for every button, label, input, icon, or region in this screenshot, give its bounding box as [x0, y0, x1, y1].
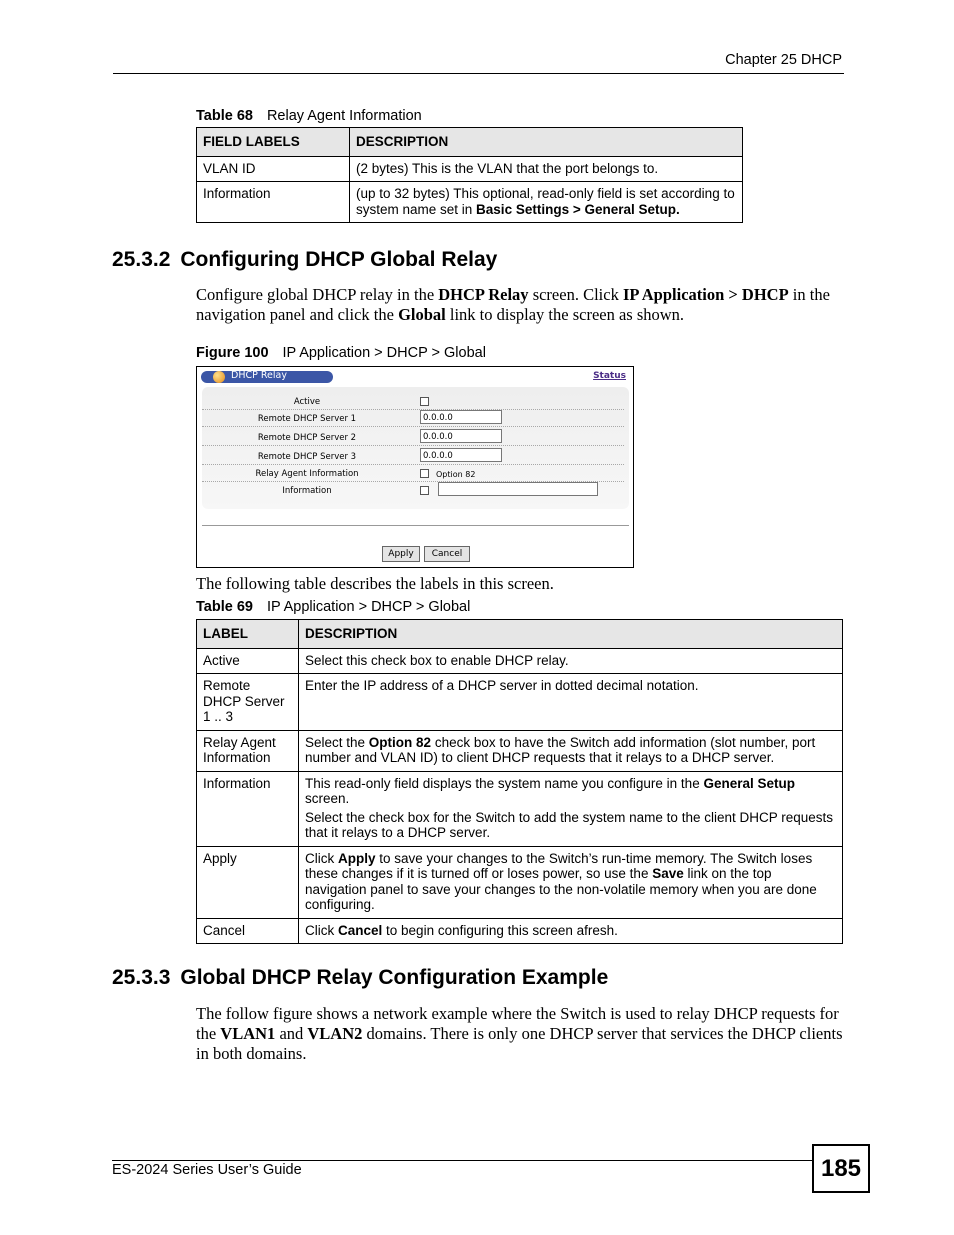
row-label: Cancel	[197, 918, 299, 944]
description-text: (up to 32 bytes) This optional, read-only field is set according to system name set in	[356, 186, 735, 217]
row-description: Enter the IP address of a DHCP server in dotted decimal notation.	[299, 674, 843, 731]
bold-run: Cancel	[338, 922, 383, 938]
figure-100-caption	[196, 345, 486, 361]
text-run: Click	[305, 922, 338, 938]
section-number: 25.3.3	[112, 966, 171, 989]
description-paragraph: Select the check box for the Switch to add the system name to the client DHCP requests that it relays to a DHCP server.	[305, 809, 834, 840]
table-header-row	[197, 128, 743, 157]
screen-title: DHCP Relay	[231, 370, 287, 381]
text-run: Click	[305, 850, 338, 866]
screen-title-bar	[201, 371, 333, 383]
information-checkbox[interactable]	[420, 486, 429, 495]
table-row	[197, 182, 743, 223]
bold-run: General Setup	[703, 775, 795, 791]
table-69-intro: The following table describes the labels in this screen.	[196, 574, 554, 593]
server-3-label: Remote DHCP Server 3	[257, 452, 357, 462]
table-69-caption	[196, 599, 470, 615]
field-description: (2 bytes) This is the VLAN that the port belongs to.	[350, 156, 743, 182]
footer-guide-title: ES-2024 Series User’s Guide	[112, 1162, 302, 1178]
caption-title: Relay Agent Information	[266, 108, 422, 124]
figure-100-screenshot	[196, 366, 634, 568]
bold-run: DHCP Relay	[438, 285, 529, 304]
server-1-label: Remote DHCP Server 1	[257, 414, 357, 424]
section-heading-25-3-3	[112, 966, 608, 990]
text-run: to save your changes to the Switch’s run-time memory. The Switch loses these changes if it is turned off or loses power, so use the	[305, 850, 813, 881]
caption-title: IP Application > DHCP > Global	[266, 599, 471, 615]
caption-label: Table 69	[196, 599, 253, 615]
bold-run: VLAN1	[220, 1024, 276, 1043]
status-link[interactable]: Status	[593, 371, 626, 381]
section-paragraph	[196, 1004, 844, 1064]
field-description	[350, 182, 743, 223]
column-header: LABEL	[197, 620, 299, 649]
description-paragraph	[305, 776, 836, 807]
row-description	[299, 918, 843, 944]
text-run: in the navigation panel and click the	[196, 285, 830, 324]
caption-label: Table 68	[196, 108, 253, 124]
text-run: check box to have the Switch add information (slot number, port number and VLAN ID) to client DHCP requests that it relays to a DHCP server.	[305, 734, 816, 765]
header-rule	[113, 73, 844, 74]
footer-rule	[112, 1160, 812, 1161]
table-row	[197, 846, 843, 918]
row-description	[299, 771, 843, 846]
information-label: Information	[282, 486, 332, 496]
text-run: link on the top navigation panel to save your changes to the non-volatile memory when you are done configuring.	[305, 866, 817, 912]
row-label: Apply	[197, 846, 299, 918]
table-68	[196, 127, 743, 223]
page-number: 185	[812, 1144, 870, 1193]
row-description: Select this check box to enable DHCP relay.	[299, 648, 843, 674]
relay-agent-info-label: Relay Agent Information	[255, 469, 359, 479]
row-label: Active	[197, 648, 299, 674]
text-run: This read-only field displays the system name you configure in the	[305, 775, 704, 791]
bold-run: Option 82	[368, 734, 432, 750]
field-label: VLAN ID	[197, 156, 350, 182]
section-title: Configuring DHCP Global Relay	[180, 248, 498, 271]
table-row	[197, 771, 843, 846]
bold-run: Save	[652, 866, 684, 881]
row-information	[202, 480, 624, 498]
row-server-1	[202, 408, 624, 427]
text-run: Configure global DHCP relay in the	[196, 285, 439, 304]
row-description	[299, 730, 843, 771]
active-checkbox[interactable]	[420, 397, 429, 406]
table-row	[197, 730, 843, 771]
orb-icon	[213, 371, 225, 383]
row-label: Relay Agent Information	[197, 730, 299, 771]
option-82-checkbox[interactable]	[420, 469, 429, 478]
column-header: DESCRIPTION	[350, 128, 743, 157]
text-run: The follow figure shows a network example where the Switch is used to relay DHCP requests for the	[196, 1004, 839, 1043]
running-header: Chapter 25 DHCP	[725, 52, 842, 68]
text-run: domains. There is only one DHCP server that services the DHCP clients in both domains.	[196, 1024, 843, 1063]
column-header: DESCRIPTION	[299, 620, 843, 649]
section-paragraph	[196, 285, 844, 325]
table-row	[197, 918, 843, 944]
option-82-label: Option 82	[436, 470, 476, 479]
row-description	[299, 846, 843, 918]
caption-label: Figure 100	[196, 345, 269, 361]
row-label: Remote DHCP Server 1 .. 3	[197, 674, 299, 731]
text-run: to begin configuring this screen afresh.	[382, 922, 618, 938]
information-input	[438, 482, 598, 496]
field-label: Information	[197, 182, 350, 223]
description-bold: Basic Settings > General Setup.	[476, 201, 680, 217]
server-1-input[interactable]: 0.0.0.0	[420, 410, 502, 424]
column-header: FIELD LABELS	[197, 128, 350, 157]
server-2-input[interactable]: 0.0.0.0	[420, 429, 502, 443]
table-69	[196, 619, 843, 944]
text-run: screen. Click	[528, 285, 623, 304]
table-row	[197, 648, 843, 674]
section-heading-25-3-2	[112, 248, 497, 272]
text-run: Select the	[305, 734, 369, 750]
table-row	[197, 674, 843, 731]
table-68-caption	[196, 108, 422, 124]
cancel-button[interactable]: Cancel	[424, 546, 470, 562]
bold-run: Apply	[338, 850, 376, 866]
row-server-2	[202, 427, 624, 446]
figure-divider	[202, 525, 629, 526]
text-run: and	[275, 1024, 308, 1043]
bold-run: VLAN2	[307, 1024, 363, 1043]
server-2-label: Remote DHCP Server 2	[257, 433, 357, 443]
text-run: link to display the screen as shown.	[445, 305, 685, 324]
bold-run: Global	[398, 305, 446, 324]
bold-run: IP Application > DHCP	[622, 285, 789, 304]
server-3-input[interactable]: 0.0.0.0	[420, 448, 502, 462]
section-title: Global DHCP Relay Configuration Example	[180, 966, 609, 989]
apply-button[interactable]: Apply	[382, 546, 420, 562]
text-run: screen.	[305, 791, 350, 806]
row-label: Information	[197, 771, 299, 846]
table-header-row	[197, 620, 843, 649]
active-label: Active	[293, 397, 321, 407]
table-row	[197, 156, 743, 182]
caption-title: IP Application > DHCP > Global	[282, 345, 486, 361]
section-number: 25.3.2	[112, 248, 171, 271]
